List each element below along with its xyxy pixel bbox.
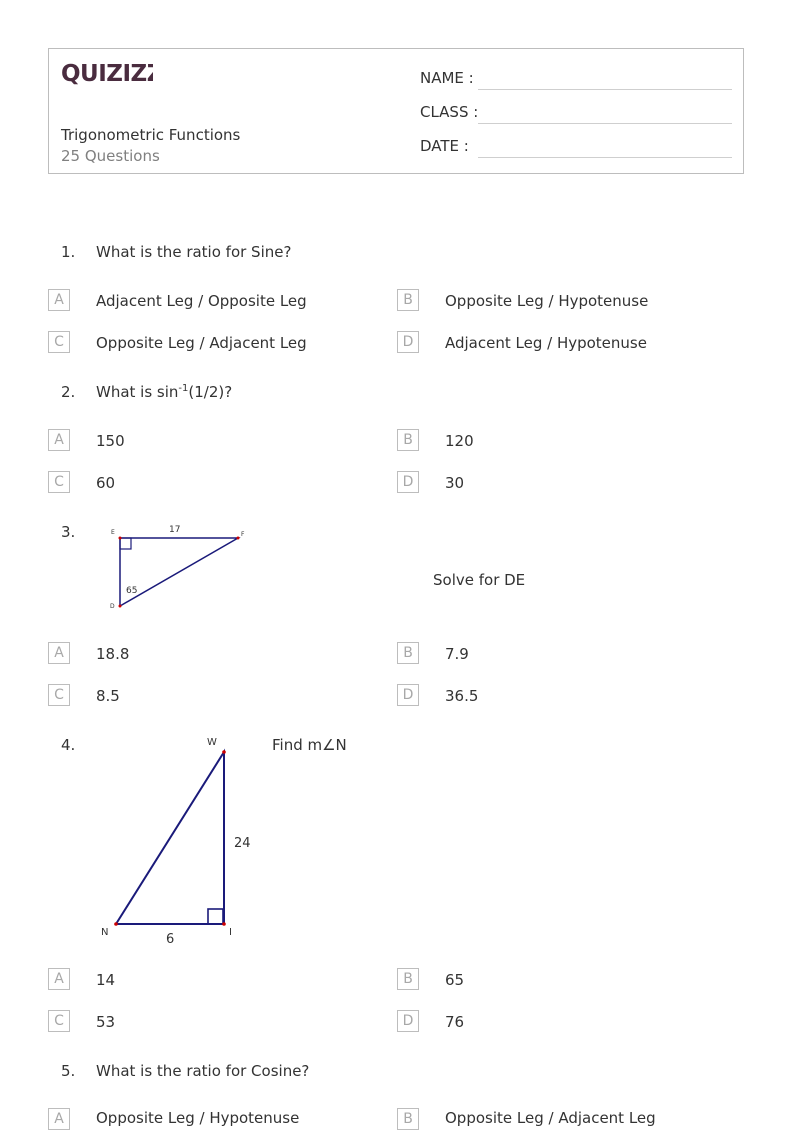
- right-angle-marker: [120, 538, 131, 549]
- label-side-6: 6: [166, 932, 175, 946]
- triangle-wni-figure: [96, 732, 266, 946]
- class-label: CLASS :: [420, 103, 479, 121]
- option-letter-box[interactable]: B: [397, 429, 419, 451]
- option-text: Opposite Leg / Hypotenuse: [445, 292, 649, 310]
- option-text: 150: [96, 432, 125, 450]
- option-letter-box[interactable]: C: [48, 471, 70, 493]
- option-letter-box[interactable]: D: [397, 331, 419, 353]
- option-letter-box[interactable]: B: [397, 968, 419, 990]
- option-text: 18.8: [96, 645, 130, 663]
- label-angle-65: 65: [126, 586, 138, 596]
- class-field-line[interactable]: [478, 123, 732, 124]
- date-label: DATE :: [420, 137, 469, 155]
- option-text: 120: [445, 432, 474, 450]
- option-letter-box[interactable]: A: [48, 289, 70, 311]
- option-letter-box[interactable]: A: [48, 642, 70, 664]
- question-text: Solve for DE: [433, 571, 526, 589]
- option-text: 53: [96, 1013, 116, 1031]
- question-number: 5.: [61, 1062, 76, 1080]
- option-text: 8.5: [96, 687, 120, 705]
- date-field-line[interactable]: [478, 157, 732, 158]
- worksheet-title: Trigonometric Functions: [61, 126, 241, 144]
- option-letter-box[interactable]: D: [397, 471, 419, 493]
- option-letter-box[interactable]: A: [48, 968, 70, 990]
- option-text: 14: [96, 971, 116, 989]
- label-side-24: 24: [234, 836, 251, 851]
- question-number: 2.: [61, 383, 76, 401]
- vertex-i: [222, 922, 226, 926]
- vertex-f: [237, 537, 240, 540]
- option-letter-box[interactable]: A: [48, 1108, 70, 1130]
- question-count: 25 Questions: [61, 147, 160, 165]
- label-d: D: [110, 603, 115, 610]
- option-letter-box[interactable]: B: [397, 642, 419, 664]
- option-text: Adjacent Leg / Hypotenuse: [445, 334, 647, 352]
- triangle-def-figure: [104, 520, 254, 612]
- option-text: Opposite Leg / Adjacent Leg: [96, 334, 307, 352]
- option-letter-box[interactable]: A: [48, 429, 70, 451]
- option-text: Opposite Leg / Hypotenuse: [96, 1109, 300, 1127]
- vertex-e: [119, 537, 122, 540]
- triangle-wni: [116, 752, 224, 924]
- vertex-n: [114, 922, 118, 926]
- option-letter-box[interactable]: D: [397, 1010, 419, 1032]
- option-text: Opposite Leg / Adjacent Leg: [445, 1109, 656, 1127]
- option-letter-box[interactable]: C: [48, 1010, 70, 1032]
- worksheet-header: [48, 48, 744, 174]
- question-text: Find m∠N: [272, 736, 347, 754]
- option-text: 76: [445, 1013, 465, 1031]
- vertex-w: [222, 750, 226, 754]
- option-text: 30: [445, 474, 465, 492]
- label-w: W: [207, 737, 217, 748]
- triangle-def: [120, 538, 238, 606]
- question-text: What is the ratio for Cosine?: [96, 1062, 310, 1080]
- quizizz-logo: [61, 59, 153, 91]
- question-number: 4.: [61, 736, 76, 754]
- option-text: 65: [445, 971, 465, 989]
- option-letter-box[interactable]: C: [48, 331, 70, 353]
- label-e: E: [111, 529, 115, 536]
- option-text: 7.9: [445, 645, 469, 663]
- option-text: 36.5: [445, 687, 479, 705]
- option-text: 60: [96, 474, 116, 492]
- option-letter-box[interactable]: B: [397, 289, 419, 311]
- option-text: Adjacent Leg / Opposite Leg: [96, 292, 307, 310]
- question-text: What is $\sin^{-1}(1/2)$?: [96, 383, 233, 401]
- option-letter-box[interactable]: D: [397, 684, 419, 706]
- question-number: 3.: [61, 523, 76, 541]
- svg-text:QUIZIZZ: QUIZIZZ: [61, 61, 153, 87]
- label-f: F: [241, 531, 245, 538]
- label-side-17: 17: [169, 525, 181, 535]
- name-label: NAME :: [420, 69, 474, 87]
- option-letter-box[interactable]: C: [48, 684, 70, 706]
- vertex-d: [119, 605, 122, 608]
- label-n: N: [101, 927, 109, 938]
- question-text: What is the ratio for Sine?: [96, 243, 292, 261]
- label-i: I: [229, 927, 232, 938]
- question-number: 1.: [61, 243, 76, 261]
- option-letter-box[interactable]: B: [397, 1108, 419, 1130]
- name-field-line[interactable]: [478, 89, 732, 90]
- right-angle-marker: [208, 909, 223, 924]
